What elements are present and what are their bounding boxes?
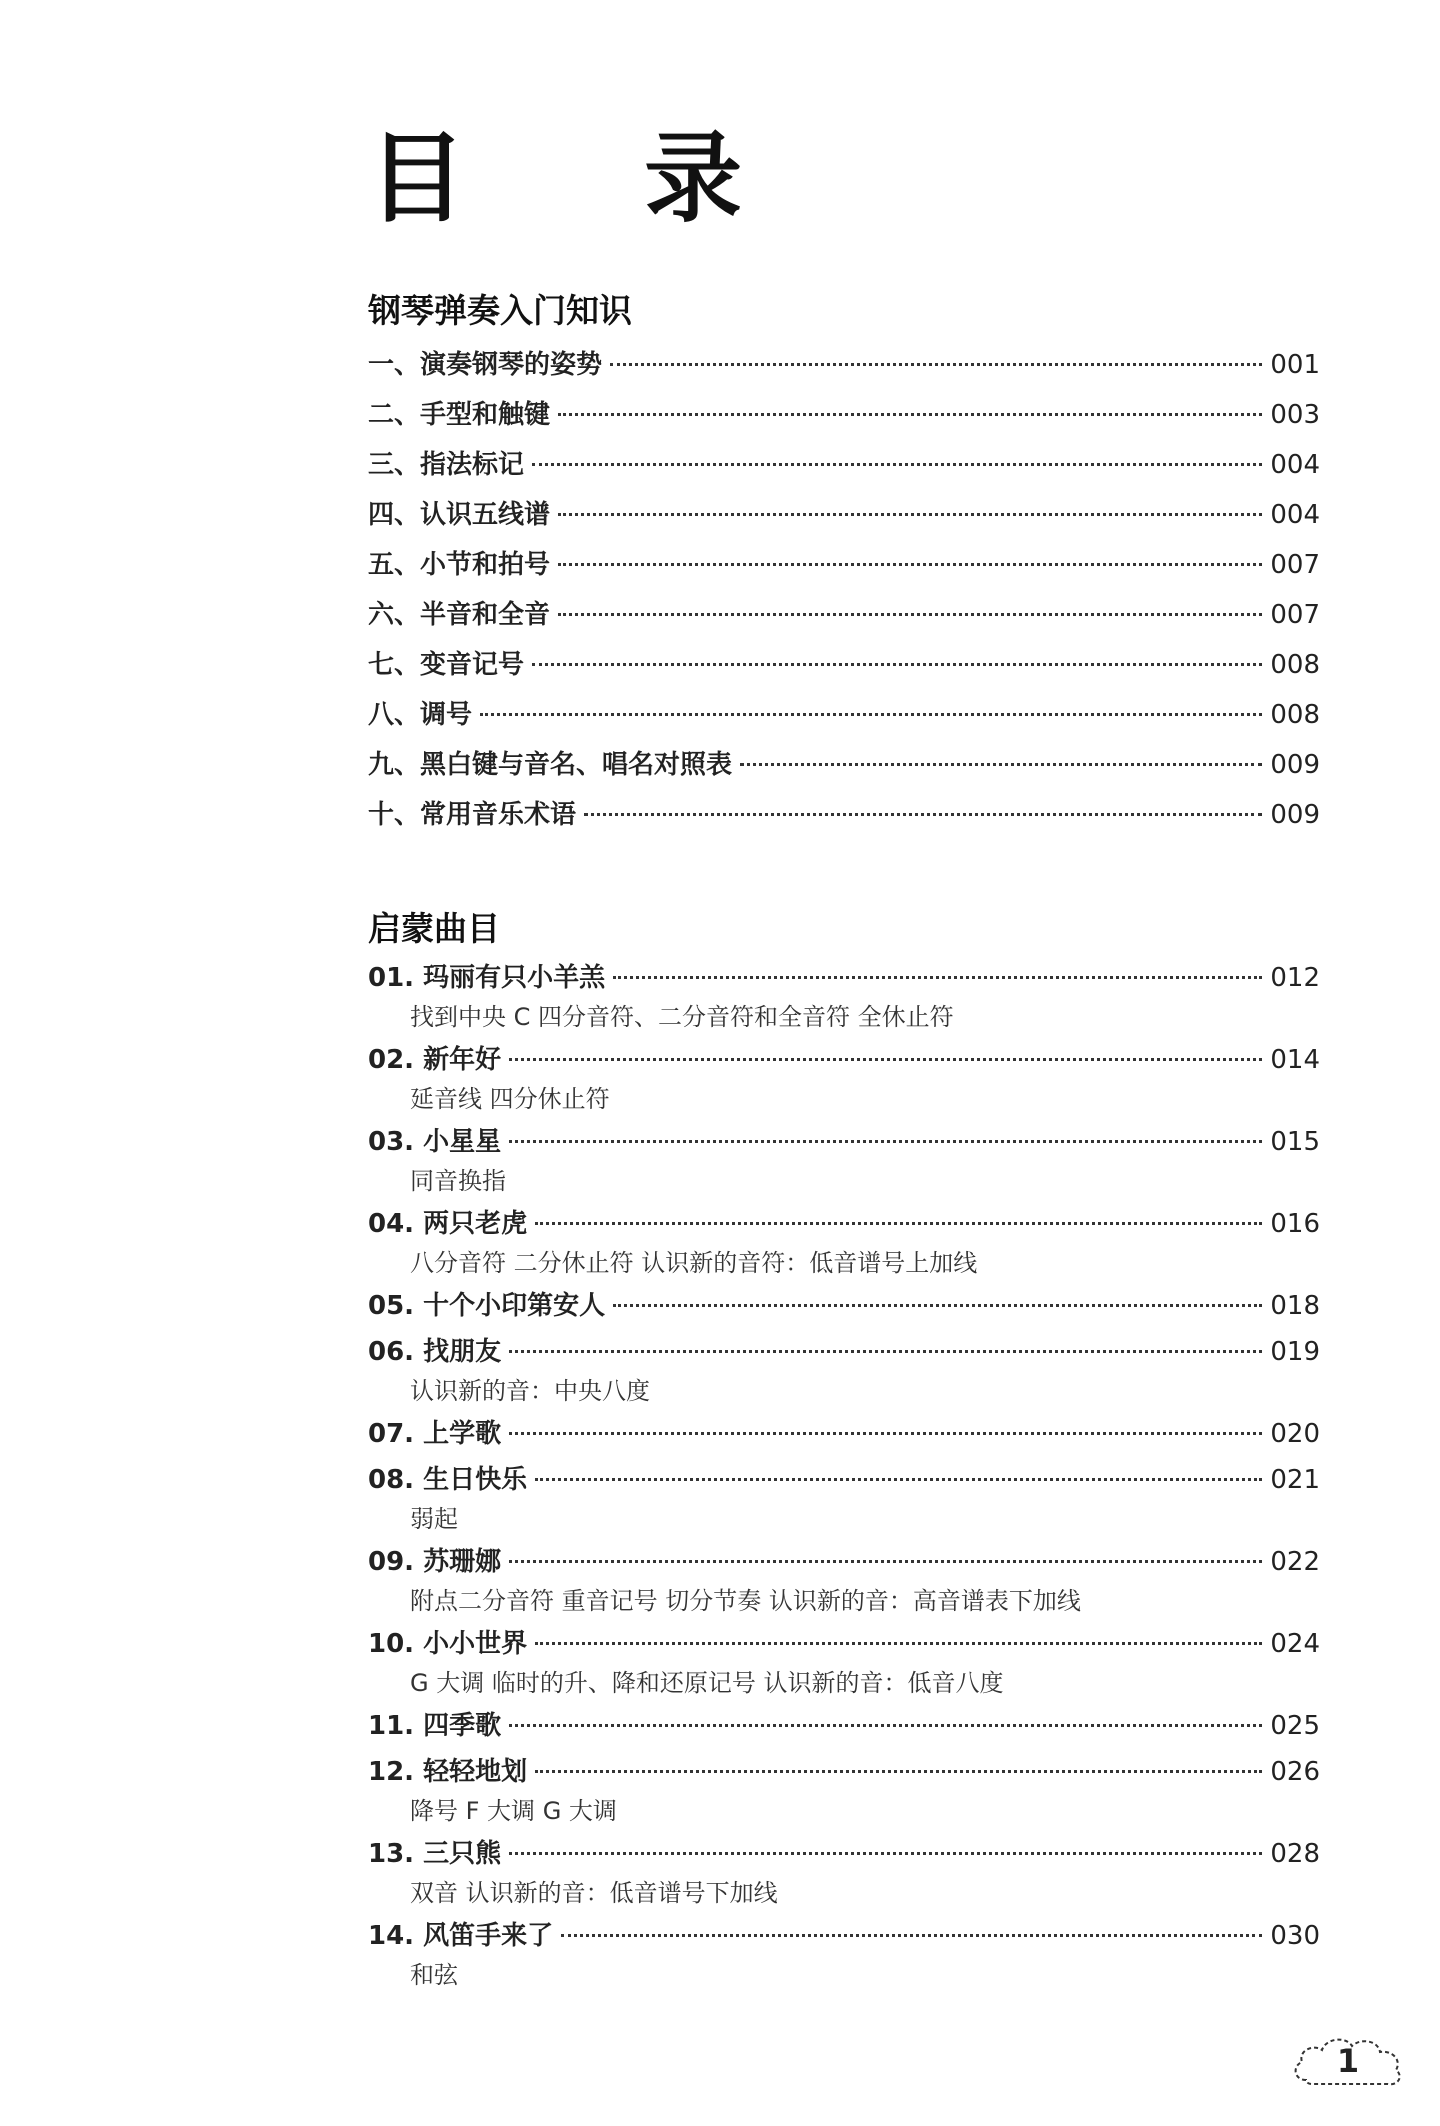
toc-entry-page: 018 (1270, 1291, 1320, 1321)
toc-entry-title: 14. 风笛手来了 (368, 1921, 554, 1951)
toc-entry-page: 009 (1270, 800, 1320, 830)
dot-leader (535, 1770, 1262, 1773)
toc-entry-title: 一、演奏钢琴的姿势 (368, 350, 603, 380)
toc-entry[interactable] (368, 540, 1320, 590)
toc-entry[interactable] (368, 390, 1320, 440)
toc-entry-title: 十、常用音乐术语 (368, 800, 577, 830)
toc-entry-page: 020 (1270, 1419, 1320, 1449)
toc-entry[interactable] (368, 1040, 1320, 1117)
dot-leader (558, 413, 1262, 416)
toc-entry-page: 015 (1270, 1127, 1320, 1157)
toc-entry-page: 007 (1270, 550, 1320, 580)
toc-entry[interactable] (368, 1414, 1320, 1455)
toc-entry[interactable] (368, 490, 1320, 540)
toc-entry-page: 001 (1270, 350, 1320, 380)
dot-leader (610, 363, 1262, 366)
toc-entry-subtitle: 双音 认识新的音：低音谱号下加线 (410, 1879, 778, 1907)
toc-list (368, 340, 1320, 840)
toc-entry-title: 11. 四季歌 (368, 1711, 502, 1741)
dot-leader (740, 763, 1262, 766)
toc-entry-page: 004 (1270, 500, 1320, 530)
dot-leader (558, 613, 1262, 616)
toc-entry-title: 七、变音记号 (368, 650, 525, 680)
toc-entry-subtitle: 认识新的音：中央八度 (410, 1377, 650, 1405)
toc-entry-title: 09. 苏珊娜 (368, 1547, 502, 1577)
toc-entry-page: 021 (1270, 1465, 1320, 1495)
toc-entry-title: 01. 玛丽有只小羊羔 (368, 963, 606, 993)
toc-entry-title: 10. 小小世界 (368, 1629, 528, 1659)
toc-list (368, 958, 1320, 1993)
toc-entry[interactable] (368, 958, 1320, 1035)
toc-entry-title: 08. 生日快乐 (368, 1465, 528, 1495)
toc-entry-title: 03. 小星星 (368, 1127, 502, 1157)
toc-entry-subtitle: 和弦 (410, 1961, 458, 1989)
toc-entry[interactable] (368, 1460, 1320, 1537)
toc-entry-title: 三、指法标记 (368, 450, 525, 480)
toc-entry[interactable] (368, 1286, 1320, 1327)
page-title: 目 录 (368, 122, 815, 236)
toc-entry-title: 五、小节和拍号 (368, 550, 551, 580)
toc-entry-title: 04. 两只老虎 (368, 1209, 528, 1239)
dot-leader (558, 563, 1262, 566)
toc-entry[interactable] (368, 1542, 1320, 1619)
dot-leader (561, 1934, 1262, 1937)
toc-entry[interactable] (368, 590, 1320, 640)
section-heading: 启蒙曲目 (368, 909, 500, 948)
toc-entry-page: 026 (1270, 1757, 1320, 1787)
toc-entry-page: 004 (1270, 450, 1320, 480)
toc-entry-title: 六、半音和全音 (368, 600, 551, 630)
toc-entry[interactable] (368, 740, 1320, 790)
toc-entry-page: 007 (1270, 600, 1320, 630)
toc-entry-subtitle: 降号 F 大调 G 大调 (410, 1797, 617, 1825)
dot-leader (509, 1140, 1262, 1143)
toc-entry-page: 009 (1270, 750, 1320, 780)
toc-entry[interactable] (368, 1916, 1320, 1993)
dot-leader (535, 1642, 1262, 1645)
toc-entry-subtitle: G 大调 临时的升、降和还原记号 认识新的音：低音八度 (410, 1669, 1004, 1697)
toc-entry-subtitle: 延音线 四分休止符 (410, 1085, 610, 1113)
toc-entry-title: 13. 三只熊 (368, 1839, 502, 1869)
toc-entry-page: 030 (1270, 1921, 1320, 1951)
dot-leader (558, 513, 1262, 516)
toc-entry[interactable] (368, 790, 1320, 840)
toc-entry[interactable] (368, 640, 1320, 690)
toc-entry[interactable] (368, 340, 1320, 390)
dot-leader (480, 713, 1262, 716)
toc-entry-subtitle: 同音换指 (410, 1167, 506, 1195)
toc-entry-page: 028 (1270, 1839, 1320, 1869)
dot-leader (509, 1852, 1262, 1855)
dot-leader (509, 1058, 1262, 1061)
toc-entry-title: 06. 找朋友 (368, 1337, 502, 1367)
toc-entry[interactable] (368, 1706, 1320, 1747)
toc-entry[interactable] (368, 690, 1320, 740)
toc-entry-title: 八、调号 (368, 700, 473, 730)
toc-entry-title: 02. 新年好 (368, 1045, 502, 1075)
toc-entry-page: 022 (1270, 1547, 1320, 1577)
toc-entry-page: 008 (1270, 650, 1320, 680)
toc-entry[interactable] (368, 1834, 1320, 1911)
dot-leader (509, 1560, 1262, 1563)
dot-leader (509, 1432, 1262, 1435)
toc-entry-title: 九、黑白键与音名、唱名对照表 (368, 750, 733, 780)
dot-leader (613, 976, 1262, 979)
toc-entry-title: 07. 上学歌 (368, 1419, 502, 1449)
toc-entry-page: 003 (1270, 400, 1320, 430)
dot-leader (509, 1724, 1262, 1727)
toc-entry-page: 019 (1270, 1337, 1320, 1367)
toc-entry-title: 二、手型和触键 (368, 400, 551, 430)
toc-entry[interactable] (368, 440, 1320, 490)
toc-entry-page: 008 (1270, 700, 1320, 730)
toc-entry-subtitle: 八分音符 二分休止符 认识新的音符：低音谱号上加线 (410, 1249, 978, 1277)
page-number: 1 (1336, 2042, 1360, 2080)
toc-entry-subtitle: 找到中央 C 四分音符、二分音符和全音符 全休止符 (410, 1003, 954, 1031)
dot-leader (535, 1222, 1262, 1225)
toc-section-basics (368, 282, 1320, 840)
toc-entry[interactable] (368, 1204, 1320, 1281)
toc-entry-title: 05. 十个小印第安人 (368, 1291, 606, 1321)
dot-leader (584, 813, 1262, 816)
toc-entry-page: 024 (1270, 1629, 1320, 1659)
page-number-badge (1290, 2030, 1406, 2092)
toc-entry-page: 014 (1270, 1045, 1320, 1075)
toc-entry-subtitle: 附点二分音符 重音记号 切分节奏 认识新的音：高音谱表下加线 (410, 1587, 1081, 1615)
toc-entry-title: 12. 轻轻地划 (368, 1757, 528, 1787)
toc-entry[interactable] (368, 1122, 1320, 1199)
toc-entry[interactable] (368, 1624, 1320, 1701)
dot-leader (613, 1304, 1262, 1307)
dot-leader (532, 463, 1262, 466)
toc-entry-subtitle: 弱起 (410, 1505, 458, 1533)
toc-entry-page: 016 (1270, 1209, 1320, 1239)
section-heading: 钢琴弹奏入门知识 (368, 291, 632, 330)
toc-entry-page: 012 (1270, 963, 1320, 993)
dot-leader (509, 1350, 1262, 1353)
toc-entry-page: 025 (1270, 1711, 1320, 1741)
toc-entry[interactable] (368, 1332, 1320, 1409)
toc-entry[interactable] (368, 1752, 1320, 1829)
toc-entry-title: 四、认识五线谱 (368, 500, 551, 530)
dot-leader (535, 1478, 1262, 1481)
dot-leader (532, 663, 1262, 666)
toc-section-pieces (368, 900, 1320, 1998)
